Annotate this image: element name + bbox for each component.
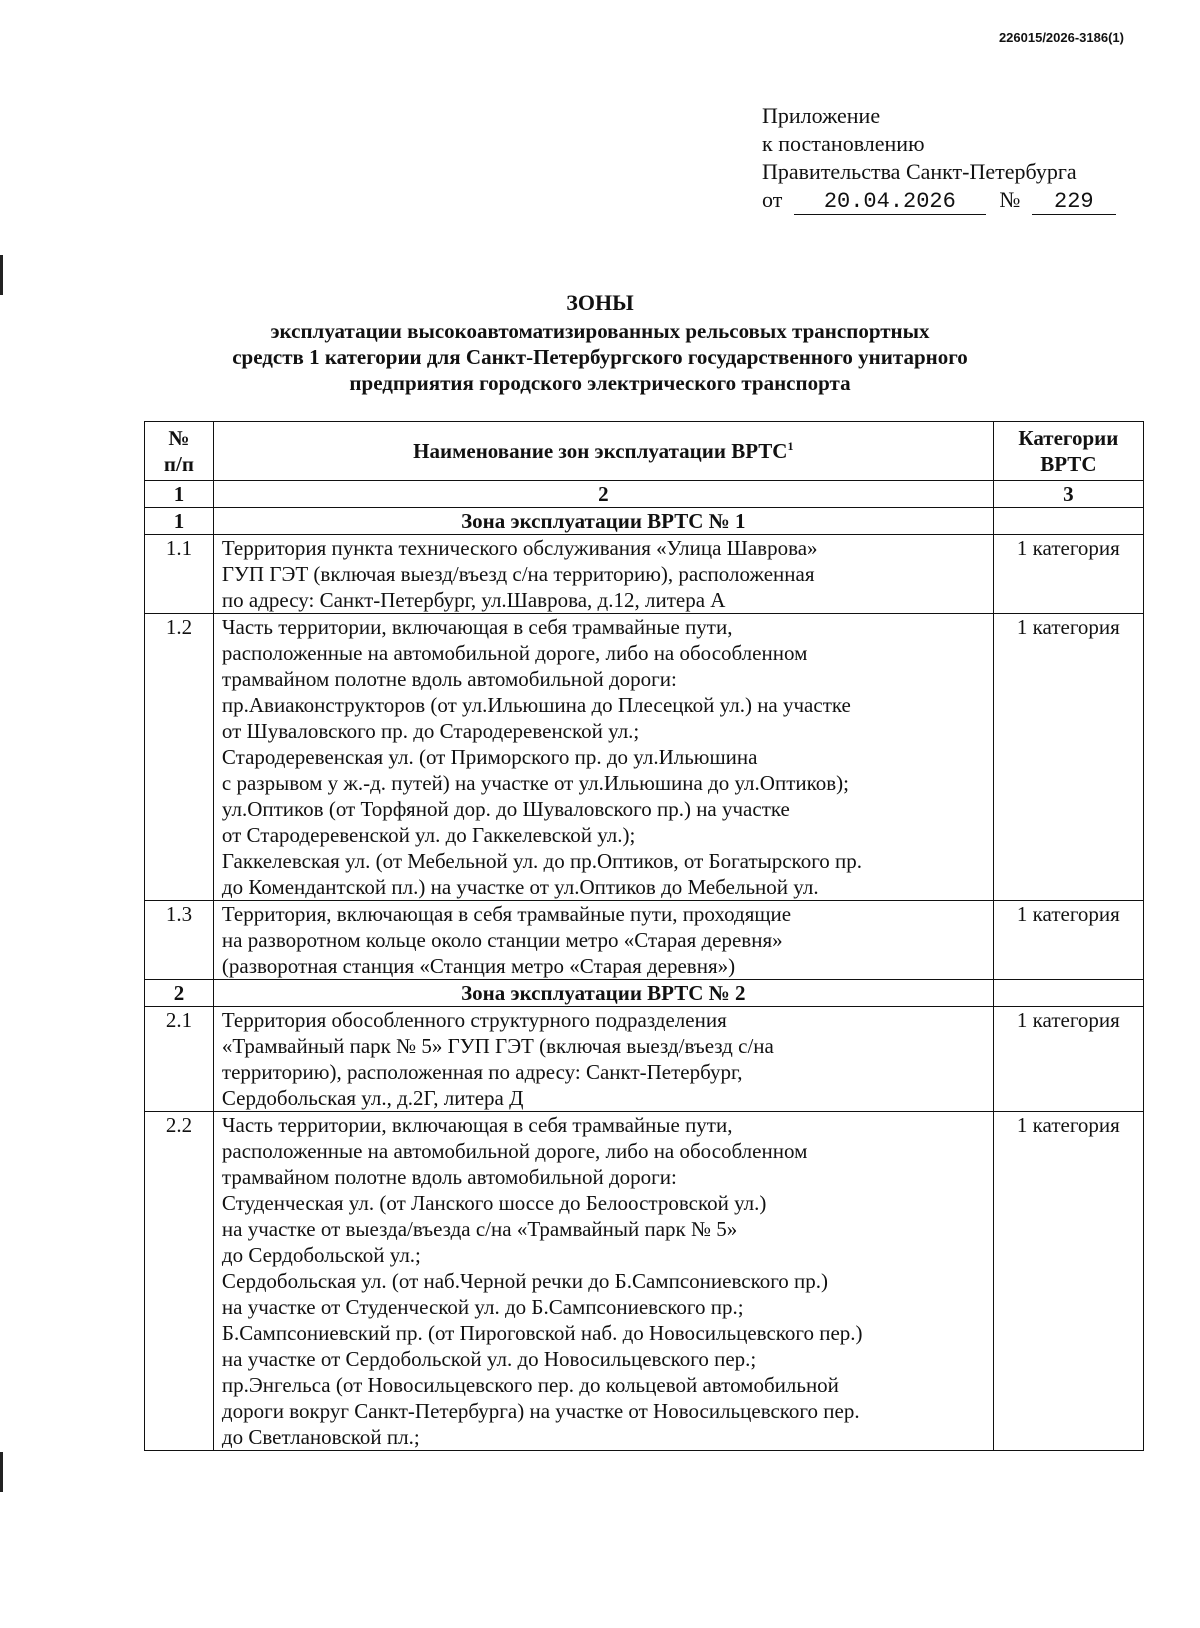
row-description — [213, 1007, 993, 1112]
row-text-line: Территория обособленного структурного подразделения — [221, 1008, 727, 1032]
row-category: 1 категория — [993, 901, 1143, 980]
row-number: 1.2 — [145, 614, 214, 901]
decree-date: 20.04.2026 — [794, 190, 986, 215]
row-text-line: пр.Энгельса (от Новосильцевского пер. до кольцевой автомобильной — [221, 1373, 839, 1397]
row-text-line: Территория, включающая в себя трамвайные пути, проходящие — [221, 902, 792, 926]
document-number: 226015/2026-3186(1) — [998, 30, 1124, 45]
column-number-1: 1 — [145, 481, 214, 508]
row-text-line: расположенные на автомобильной дороге, либо на обособленном — [221, 1139, 808, 1163]
row-number: 2.2 — [145, 1112, 214, 1451]
from-label: от — [762, 187, 783, 212]
appendix-date-line — [762, 186, 1116, 215]
row-text-line: трамвайном полотне вдоль автомобильной дороги: — [221, 667, 677, 691]
row-number: 2.1 — [145, 1007, 214, 1112]
row-category: 1 категория — [993, 614, 1143, 901]
table-header-row — [145, 422, 1144, 481]
row-category: 1 категория — [993, 535, 1143, 614]
header-category — [993, 422, 1143, 481]
column-number-3: 3 — [993, 481, 1143, 508]
row-text-line: на участке от Сердобольской ул. до Новосильцевского пер.; — [221, 1347, 757, 1371]
row-text-line: Часть территории, включающая в себя трамвайные пути, — [221, 615, 733, 639]
row-text-line: до Комендантской пл.) на участке от ул.Оптиков до Мебельной ул. — [221, 875, 819, 899]
title-line2: средств 1 категории для Санкт-Петербургского государственного унитарного — [232, 345, 968, 369]
row-text-line: территорию), расположенная по адресу: Санкт-Петербург, — [221, 1060, 743, 1084]
row-text-line: дороги вокруг Санкт-Петербурга) на участке от Новосильцевского пер. — [221, 1399, 860, 1423]
header-category-line2: ВРТС — [1040, 452, 1097, 476]
row-text-line: «Трамвайный парк № 5» ГУП ГЭТ (включая выезд/въезд с/на — [221, 1034, 774, 1058]
row-text-line: (разворотная станция «Станция метро «Старая деревня») — [221, 954, 736, 978]
row-text-line: с разрывом у ж.-д. путей) на участке от ул.Ильюшина до ул.Оптиков); — [221, 771, 849, 795]
row-text-line: Стародеревенская ул. (от Приморского пр. до ул.Ильюшина — [221, 745, 758, 769]
row-text-line: до Светлановской пл.; — [221, 1425, 420, 1449]
appendix-block — [762, 102, 1116, 215]
table-row — [145, 1007, 1144, 1112]
row-text-line: до Сердобольской ул.; — [221, 1243, 421, 1267]
row-number: 1.3 — [145, 901, 214, 980]
zone-number: 1 — [145, 508, 214, 535]
row-text-line: Сердобольская ул. (от наб.Черной речки до Б.Сампсониевского пр.) — [221, 1269, 829, 1293]
footnote-mark: 1 — [787, 439, 794, 453]
row-description — [213, 1112, 993, 1451]
row-text-line: пр.Авиаконструкторов (от ул.Ильюшина до Плесецкой ул.) на участке — [221, 693, 851, 717]
table-row — [145, 614, 1144, 901]
row-description — [213, 901, 993, 980]
row-text-line: Часть территории, включающая в себя трамвайные пути, — [221, 1113, 733, 1137]
zones-table — [144, 421, 1144, 1451]
row-text-line: Студенческая ул. (от Ланского шоссе до Белоостровской ул.) — [221, 1191, 767, 1215]
row-text-line: на участке от Студенческой ул. до Б.Сампсониевского пр.; — [221, 1295, 744, 1319]
margin-mark-bottom — [0, 1452, 3, 1492]
zone-header-row — [145, 980, 1144, 1007]
appendix-line1: Приложение — [762, 103, 881, 128]
table-row — [145, 535, 1144, 614]
appendix-line2: к постановлению — [762, 131, 925, 156]
zone-title: Зона эксплуатации ВРТС № 2 — [213, 980, 993, 1007]
column-number-2: 2 — [213, 481, 993, 508]
zone-header-row — [145, 508, 1144, 535]
title-line1: эксплуатации высокоавтоматизированных рельсовых транспортных — [270, 319, 930, 343]
decree-number: 229 — [1032, 190, 1116, 215]
row-category: 1 категория — [993, 1112, 1143, 1451]
row-text-line: Территория пункта технического обслуживания «Улица Шаврова» — [221, 536, 818, 560]
header-category-line1: Категории — [1018, 426, 1119, 450]
row-description — [213, 535, 993, 614]
row-text-line: Б.Сампсониевский пр. (от Пироговской наб. до Новосильцевского пер.) — [221, 1321, 863, 1345]
row-text-line: по адресу: Санкт-Петербург, ул.Шаврова, д.12, литера А — [221, 588, 726, 612]
row-text-line: Гаккелевская ул. (от Мебельной ул. до пр.Оптиков, от Богатырского пр. — [221, 849, 863, 873]
row-description — [213, 614, 993, 901]
column-numbers-row — [145, 481, 1144, 508]
appendix-line3: Правительства Санкт-Петербурга — [762, 159, 1077, 184]
row-number: 1.1 — [145, 535, 214, 614]
header-zone-name — [213, 422, 993, 481]
row-text-line: на участке от выезда/въезда с/на «Трамвайный парк № 5» — [221, 1217, 738, 1241]
zone-category-empty — [993, 980, 1143, 1007]
row-text-line: от Стародеревенской ул. до Гаккелевской ул.); — [221, 823, 636, 847]
table-row — [145, 1112, 1144, 1451]
header-zone-name-text: Наименование зон эксплуатации ВРТС — [413, 439, 788, 463]
row-text-line: на разворотном кольце около станции метро «Старая деревня» — [221, 928, 783, 952]
row-text-line: расположенные на автомобильной дороге, либо на обособленном — [221, 641, 808, 665]
row-text-line: Сердобольская ул., д.2Г, литера Д — [221, 1086, 524, 1110]
header-number — [145, 422, 214, 481]
number-label: № — [999, 187, 1021, 212]
zone-category-empty — [993, 508, 1143, 535]
row-text-line: трамвайном полотне вдоль автомобильной дороги: — [221, 1165, 677, 1189]
table-row — [145, 901, 1144, 980]
header-number-line1: № — [168, 426, 190, 450]
zone-title: Зона эксплуатации ВРТС № 1 — [213, 508, 993, 535]
row-category: 1 категория — [993, 1007, 1143, 1112]
row-text-line: ул.Оптиков (от Торфяной дор. до Шуваловского пр.) на участке — [221, 797, 790, 821]
row-text-line: от Шуваловского пр. до Стародеревенской ул.; — [221, 719, 640, 743]
margin-mark-top — [0, 255, 3, 295]
zone-number: 2 — [145, 980, 214, 1007]
row-text-line: ГУП ГЭТ (включая выезд/въезд с/на территорию), расположенная — [221, 562, 815, 586]
title-main: ЗОНЫ — [566, 290, 634, 315]
document-title — [140, 290, 1060, 396]
header-number-line2: п/п — [163, 452, 194, 476]
title-line3: предприятия городского электрического транспорта — [349, 371, 851, 395]
